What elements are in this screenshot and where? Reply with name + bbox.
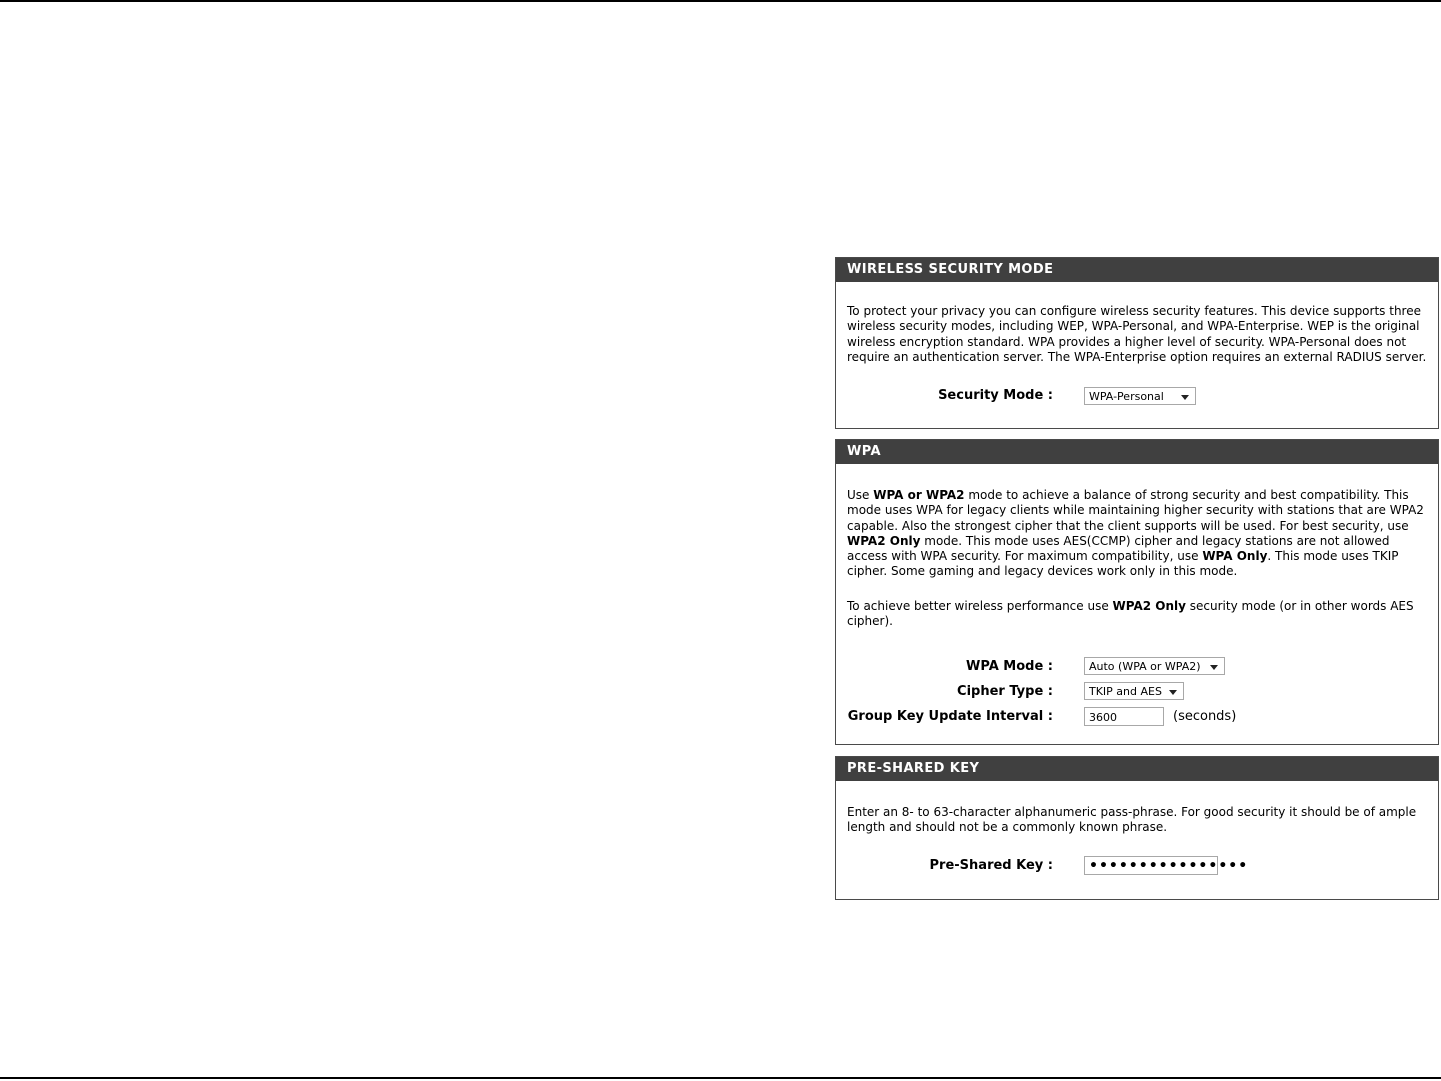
cipher-type-label: Cipher Type : bbox=[957, 684, 1053, 700]
bottom-divider bbox=[0, 1077, 1441, 1079]
chevron-down-icon bbox=[1169, 690, 1177, 695]
cipher-type-value: TKIP and AES bbox=[1089, 685, 1162, 699]
wireless-security-mode-panel bbox=[835, 257, 1439, 429]
pre-shared-key-value: •••••••••••••••• bbox=[1089, 857, 1249, 874]
security-mode-select[interactable] bbox=[1084, 387, 1196, 405]
cipher-type-select[interactable] bbox=[1084, 682, 1184, 700]
group-key-interval-input[interactable]: 3600 bbox=[1084, 707, 1164, 726]
chevron-down-icon bbox=[1181, 395, 1189, 400]
wpa-description: Use WPA or WPA2 mode to achieve a balance of strong security and best compatibility. This mode uses WPA for legacy clients while maintaining higher security with stations that are WPA2 capable. Also the strongest cipher that the client supports will be used. For best security, use WPA2 Only mode. This mode uses AES(CCMP) cipher and legacy stations are not allowed access with WPA security. For maximum compatibility, use WPA Only. This mode uses TKIP cipher. Some gaming and legacy devices work only in this mode. bbox=[847, 488, 1424, 579]
wpa-performance-note: To achieve better wireless performance use WPA2 Only security mode (or in other words AES cipher). bbox=[847, 598, 1414, 629]
panel-title: WIRELESS SECURITY MODE bbox=[836, 258, 1438, 282]
pre-shared-key-input[interactable] bbox=[1084, 856, 1249, 875]
group-key-interval-label: Group Key Update Interval : bbox=[847, 709, 1053, 725]
pre-shared-key-label: Pre-Shared Key : bbox=[929, 857, 1053, 873]
group-key-interval-unit: (seconds) bbox=[1173, 709, 1237, 725]
top-divider bbox=[0, 0, 1441, 2]
pre-shared-key-panel bbox=[835, 756, 1439, 900]
wpa-panel bbox=[835, 439, 1439, 745]
security-mode-value: WPA-Personal bbox=[1089, 390, 1164, 404]
wpa-mode-label: WPA Mode : bbox=[966, 659, 1053, 675]
panel-title: WPA bbox=[836, 440, 1438, 464]
chevron-down-icon bbox=[1210, 665, 1218, 670]
panel-title: PRE-SHARED KEY bbox=[836, 757, 1438, 781]
wpa-mode-select[interactable] bbox=[1084, 657, 1225, 675]
psk-description: Enter an 8- to 63-character alphanumeric pass-phrase. For good security it should be of ample length and should not be a commonly known phrase. bbox=[847, 805, 1417, 835]
wpa-mode-value: Auto (WPA or WPA2) bbox=[1089, 660, 1201, 674]
security-mode-label: Security Mode : bbox=[938, 388, 1053, 404]
security-mode-description: To protect your privacy you can configure wireless security features. This device supports three wireless security modes, including WEP, WPA-Personal, and WPA-Enterprise. WEP is the original wireless encryption standard. WPA provides a higher level of security. WPA-Personal does not require an authentication server. The WPA-Enterprise option requires an external RADIUS server. bbox=[847, 304, 1427, 364]
